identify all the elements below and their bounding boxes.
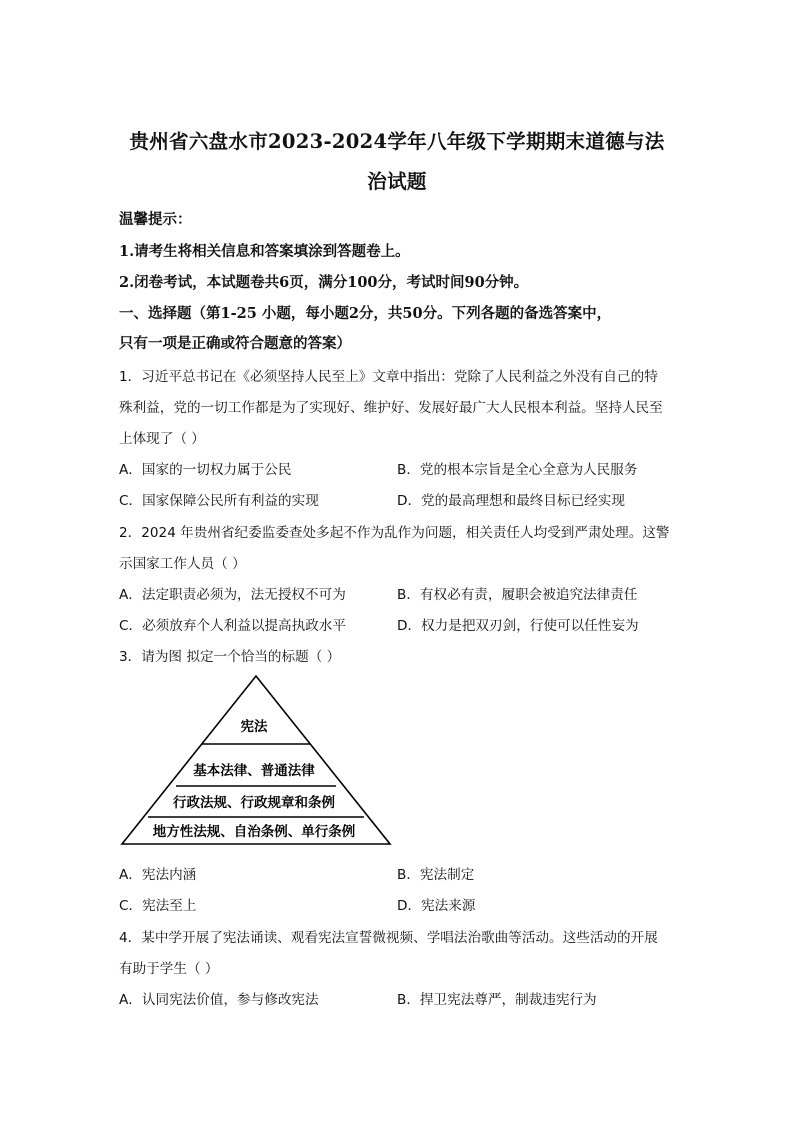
question-3-option-d[interactable]: D．宪法来源	[397, 898, 476, 914]
question-4-stem-line-2: 有助于学生（ ）	[119, 961, 219, 977]
question-1-stem-line-1: 1．习近平总书记在《必须坚持人民至上》文章中指出：党除了人民利益之外没有自己的特	[119, 369, 658, 385]
question-1-option-b[interactable]: B．党的根本宗旨是全心全意为人民服务	[397, 462, 638, 478]
question-1-option-c[interactable]: C．国家保障公民所有利益的实现	[119, 493, 319, 509]
tip-item-1: 1.请考生将相关信息和答案填涂到答题卷上。	[119, 243, 410, 260]
legal-hierarchy-pyramid	[120, 674, 392, 846]
pyramid-level-administrative-regulations: 行政法规、行政规章和条例	[173, 795, 335, 811]
pyramid-level-basic-laws: 基本法律、普通法律	[193, 763, 315, 779]
page-title-line-2: 治试题	[367, 170, 427, 193]
question-3-option-c[interactable]: C．宪法至上	[119, 898, 197, 914]
question-1-option-d[interactable]: D．党的最高理想和最终目标已经实现	[397, 493, 625, 509]
question-1-stem-line-3: 上体现了（ ）	[119, 431, 205, 447]
tips-heading: 温馨提示：	[119, 211, 192, 228]
question-3-option-a[interactable]: A．宪法内涵	[119, 867, 197, 883]
pyramid-level-constitution: 宪法	[240, 719, 268, 735]
question-4-option-b[interactable]: B．捍卫宪法尊严，制裁违宪行为	[397, 992, 597, 1008]
question-2-option-b[interactable]: B．有权必有责，履职会被追究法律责任	[397, 587, 638, 603]
question-4-option-a[interactable]: A．认同宪法价值，参与修改宪法	[119, 992, 319, 1008]
question-4-stem-line-1: 4．某中学开展了宪法诵读、观看宪法宣誓微视频、学唱法治歌曲等活动。这些活动的开展	[119, 930, 658, 946]
question-2-stem-line-1: 2．2024 年贵州省纪委监委查处多起不作为乱作为问题，相关责任人均受到严肃处理。这警	[119, 525, 670, 541]
tip-item-2: 2.闭卷考试，本试题卷共6页，满分100分，考试时间90分钟。	[119, 274, 529, 291]
pyramid-level-local-regulations: 地方性法规、自治条例、单行条例	[152, 824, 356, 840]
section-heading-line-2: 只有一项是正确或符合题意的答案）	[119, 335, 351, 352]
section-heading-line-1: 一、选择题（第1-25 小题，每小题2分，共50分。下列各题的备选答案中，	[119, 305, 612, 322]
question-2-option-a[interactable]: A．法定职责必须为，法无授权不可为	[119, 587, 346, 603]
question-3-option-b[interactable]: B．宪法制定	[397, 867, 475, 883]
question-2-stem-line-2: 示国家工作人员（ ）	[119, 556, 246, 572]
pyramid-outline	[122, 676, 390, 844]
question-3-stem: 3．请为图 拟定一个恰当的标题（ ）	[119, 649, 341, 665]
question-1-stem-line-2: 殊利益，党的一切工作都是为了实现好、维护好、发展好最广大人民根本利益。坚持人民至	[119, 400, 663, 416]
question-2-option-d[interactable]: D．权力是把双刃剑，行使可以任性妄为	[397, 618, 639, 634]
question-2-option-c[interactable]: C．必须放弃个人利益以提高执政水平	[119, 618, 346, 634]
page-title-line-1: 贵州省六盘水市2023-2024学年八年级下学期期末道德与法	[129, 130, 665, 153]
question-1-option-a[interactable]: A．国家的一切权力属于公民	[119, 462, 292, 478]
